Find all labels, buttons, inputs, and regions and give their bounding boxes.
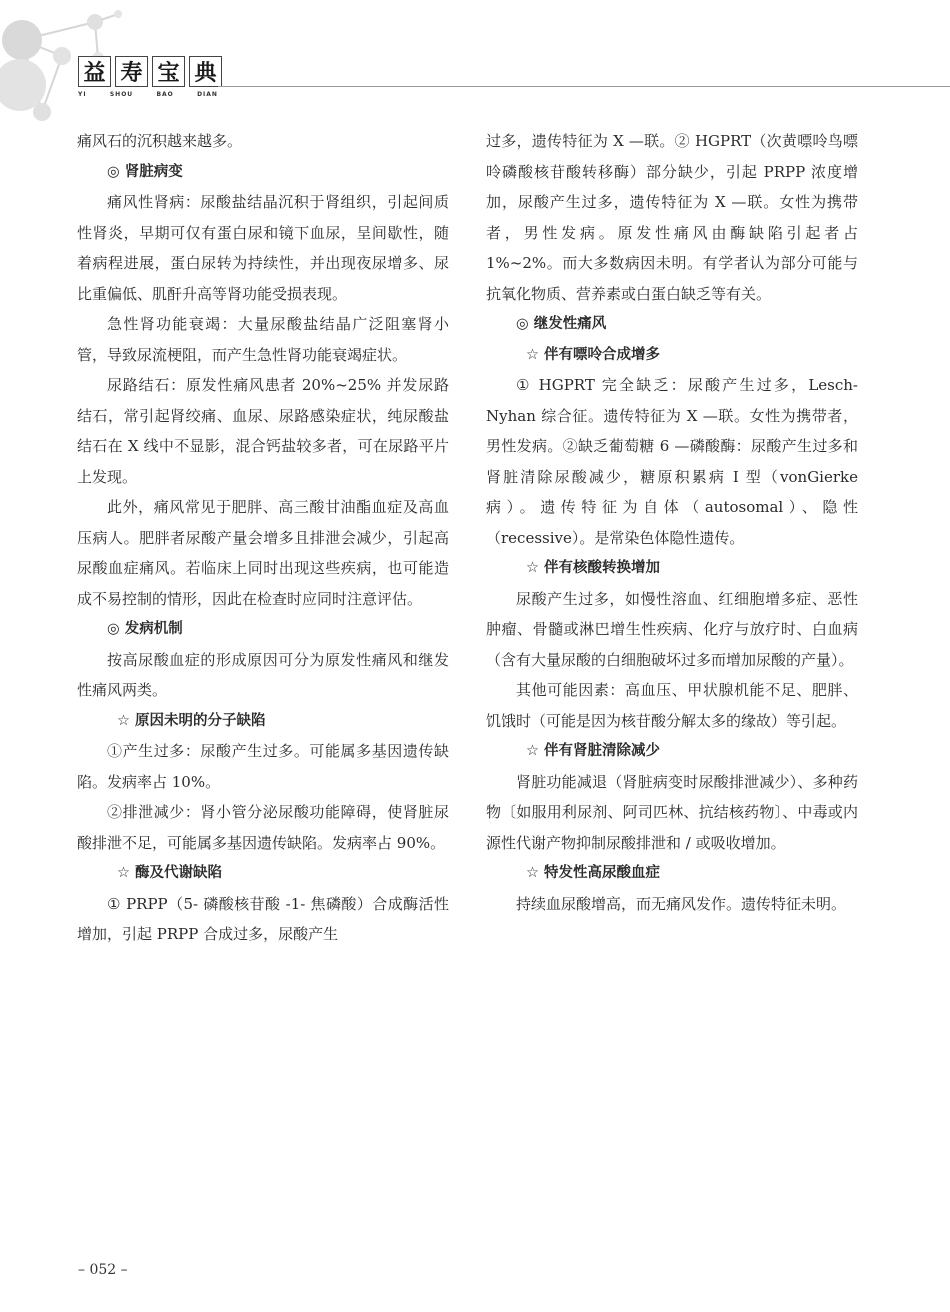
paragraph: 持续血尿酸增高，而无痛风发作。遗传特征未明。 bbox=[516, 894, 847, 913]
book-title bbox=[78, 56, 222, 87]
paragraph: 痛风性肾病：尿酸盐结晶沉积于肾组织，引起间质性肾炎，早期可仅有蛋白尿和镜下血尿，呈间歇性，随着病程进展，蛋白尿转为持续性，并出现夜尿增多、尿比重偏低、肌酐升高等肾功能受损表现。 bbox=[77, 193, 449, 303]
subsection-heading: ☆ 伴有核酸转换增加 bbox=[526, 560, 661, 576]
left-column bbox=[77, 126, 449, 950]
section-heading: ◎ 继发性痛风 bbox=[516, 316, 607, 332]
paragraph: 急性肾功能衰竭：大量尿酸盐结晶广泛阻塞肾小管，导致尿流梗阻，而产生急性肾功能衰竭症状。 bbox=[77, 315, 449, 364]
page-number: – 052 – bbox=[78, 1262, 128, 1278]
pinyin-syllable: YI bbox=[78, 91, 87, 98]
title-pinyin bbox=[78, 91, 218, 98]
title-char: 寿 bbox=[115, 56, 148, 87]
subsection-heading: ☆ 伴有嘌呤合成增多 bbox=[526, 346, 661, 363]
pinyin-syllable: BAO bbox=[156, 91, 174, 98]
paragraph: ②排泄减少：肾小管分泌尿酸功能障碍，使肾脏尿酸排泄不足，可能属多基因遗传缺陷。发病率占 90%。 bbox=[77, 803, 449, 852]
pinyin-syllable: DIAN bbox=[197, 91, 218, 98]
subsection-heading: ☆ 原因未明的分子缺陷 bbox=[117, 712, 266, 729]
title-char: 益 bbox=[78, 56, 111, 87]
paragraph: 过多，遗传特征为 X —联。② HGPRT（次黄嘌呤鸟嘌呤磷酸核苷酸转移酶）部分缺少，引起 PRPP 浓度增加，尿酸产生过多，遗传特征为 X —联。女性为携带者，男性发病。原发性痛风由酶缺陷引起者占 1%~2%。而大多数病因未明。有学者认为部分可能与抗氧化物质、营养素或白蛋白缺乏等有关。 bbox=[486, 132, 858, 303]
paragraph: 痛风石的沉积越来越多。 bbox=[77, 132, 243, 150]
pinyin-syllable: SHOU bbox=[109, 91, 134, 98]
header-rule bbox=[218, 86, 950, 87]
paragraph: ① HGPRT 完全缺乏：尿酸产生过多，Lesch-Nyhan 综合征。遗传特征为 X —联。女性为携带者，男性发病。②缺乏葡萄糖 6 —磷酸酶：尿酸产生过多和肾脏清除尿酸减少，糖原积累病 I 型（vonGierke 病）。遗传特征为自体（autosomal）、隐性（recessive）。是常染色体隐性遗传。 bbox=[486, 376, 858, 547]
page-header bbox=[0, 0, 950, 130]
paragraph: 尿酸产生过多，如慢性溶血、红细胞增多症、恶性肿瘤、骨髓或淋巴增生性疾病、化疗与放疗时、白血病（含有大量尿酸的白细胞破坏过多而增加尿酸的产量）。 bbox=[486, 589, 858, 669]
section-heading: ◎ 肾脏病变 bbox=[107, 163, 183, 180]
paragraph: ①产生过多：尿酸产生过多。可能属多基因遗传缺陷。发病率占 10%。 bbox=[77, 742, 449, 791]
subsection-heading: ☆ 特发性高尿酸血症 bbox=[526, 865, 661, 881]
paragraph: 其他可能因素：高血压、甲状腺机能不足、肥胖、饥饿时（可能是因为核苷酸分解太多的缘故）等引起。 bbox=[486, 681, 858, 730]
title-char: 典 bbox=[189, 56, 222, 87]
subsection-heading: ☆ 伴有肾脏清除减少 bbox=[526, 743, 661, 759]
paragraph: 肾脏功能减退（肾脏病变时尿酸排泄减少）、多种药物〔如服用利尿剂、阿司匹林、抗结核药物〕、中毒或内源性代谢产物抑制尿酸排泄和 / 或吸收增加。 bbox=[486, 772, 858, 852]
paragraph: 尿路结石：原发性痛风患者 20%~25% 并发尿路结石，常引起肾绞痛、血尿、尿路感染症状，纯尿酸盐结石在 X 线中不显影，混合钙盐较多者，可在尿路平片上发现。 bbox=[77, 376, 449, 486]
title-char: 宝 bbox=[152, 56, 185, 87]
paragraph: 按高尿酸血症的形成原因可分为原发性痛风和继发性痛风两类。 bbox=[77, 650, 449, 699]
paragraph: 此外，痛风常见于肥胖、高三酸甘油酯血症及高血压病人。肥胖者尿酸产量会增多且排泄会减少，引起高尿酸血症痛风。若临床上同时出现这些疾病，也可能造成不易控制的情形，因此在检查时应同时注意评估。 bbox=[77, 498, 449, 608]
subsection-heading: ☆ 酶及代谢缺陷 bbox=[117, 865, 223, 881]
paragraph: ① PRPP（5- 磷酸核苷酸 -1- 焦磷酸）合成酶活性增加，引起 PRPP 合成过多，尿酸产生 bbox=[77, 894, 449, 943]
section-heading: ◎ 发病机制 bbox=[107, 621, 183, 637]
right-column bbox=[486, 126, 858, 919]
